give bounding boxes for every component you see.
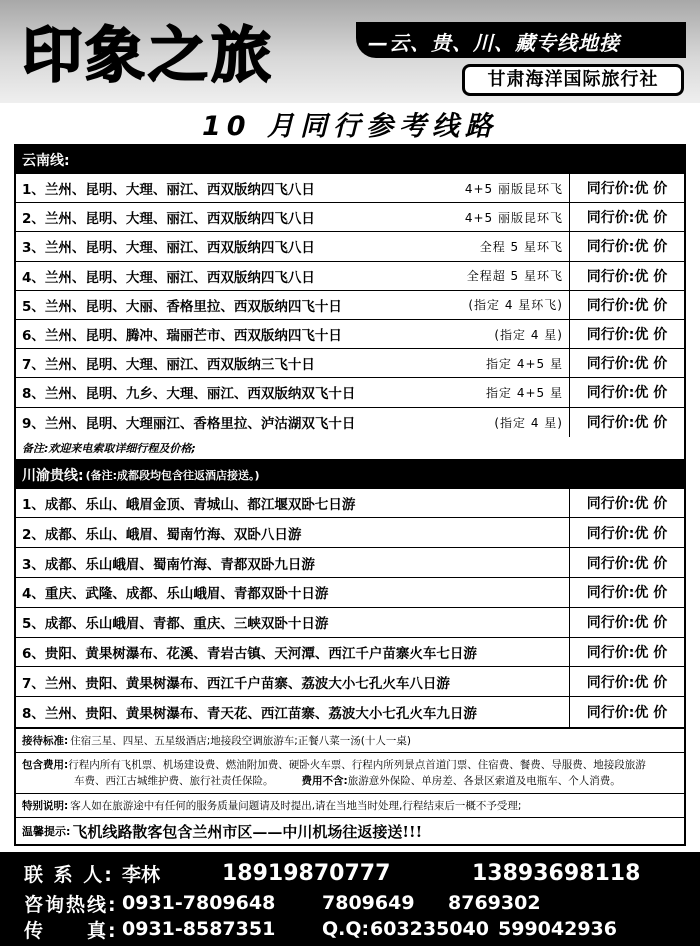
hotline-1: 0931-7809648: [122, 892, 276, 914]
table-row: [16, 232, 684, 261]
exclude-text: 旅游意外保险、单房差、各景区索道及电瓶车、个人消费。: [347, 775, 621, 788]
fax-qq-row: [24, 916, 617, 942]
special-text: 客人如在旅游途中有任何的服务质量问题请及时提出,请在当地当时处理,行程结束后一概不予受理;: [70, 800, 522, 813]
route-tag: 4+5 丽版昆环飞: [464, 181, 563, 196]
route-name: 3、成都、乐山峨眉、蜀南竹海、青都双卧九日游: [22, 556, 315, 573]
table-row: [16, 262, 684, 291]
brand-logo: 印象之旅: [22, 21, 274, 91]
qq-label: Q.Q:: [322, 918, 370, 940]
route-tag: 指定 4+5 星: [486, 356, 563, 371]
section-note: (备注:成都段均包含往返酒店接送。): [85, 468, 260, 482]
table-row: [16, 697, 684, 727]
route-list-chuanyugui: [16, 489, 684, 727]
route-price: 同行价:优 价: [586, 585, 668, 602]
route-name: 7、兰州、贵阳、黄果树瀑布、西江千户苗寨、荔波大小七孔火车八日游: [22, 675, 450, 692]
qq-1: 603235040: [370, 918, 489, 940]
contact-name: 李林: [122, 863, 161, 886]
route-name: 2、成都、乐山、峨眉、蜀南竹海、双卧八日游: [22, 526, 302, 543]
table-row: [16, 174, 684, 203]
route-name: 5、兰州、昆明、大丽、香格里拉、西双版纳四飞十日: [22, 298, 342, 315]
standard-label: 接待标准:: [22, 735, 69, 748]
route-name: 5、成都、乐山峨眉、青都、重庆、三峡双卧十日游: [22, 616, 329, 633]
route-list-yunnan: [16, 174, 684, 437]
route-tag: (指定 4 星环飞): [468, 298, 563, 313]
route-price: 同行价:优 价: [586, 645, 668, 662]
route-name: 6、贵阳、黄果树瀑布、花溪、青岩古镇、天河潭、西江千户苗寨火车七日游: [22, 646, 477, 663]
route-price: 同行价:优 价: [586, 268, 668, 285]
route-name: 4、兰州、昆明、大理、丽江、西双版纳四飞八日: [22, 269, 315, 286]
route-tag: 4+5 丽版昆环飞: [464, 210, 563, 225]
table-row: [16, 518, 684, 548]
table-row: [16, 203, 684, 232]
section-header-yunnan: [16, 146, 684, 174]
page-title: 10 月同行参考线路: [202, 111, 498, 142]
standard-row: [16, 729, 684, 753]
route-price: 同行价:优 价: [586, 555, 668, 572]
route-name: 2、兰州、昆明、大理、丽江、西双版纳四飞八日: [22, 211, 315, 228]
route-price: 同行价:优 价: [586, 239, 668, 256]
slogan-text: —云、贵、川、藏专线地接: [368, 31, 620, 55]
table-row: [16, 578, 684, 608]
hotline-2: 7809649: [322, 892, 415, 914]
header-banner: [0, 0, 700, 103]
table-row: [16, 408, 684, 437]
table-row: [16, 489, 684, 519]
table-row: [16, 608, 684, 638]
table-row: [16, 320, 684, 349]
section-footnote: 备注:欢迎来电索取详细行程及价格;: [16, 437, 684, 461]
route-price: 同行价:优 价: [586, 297, 668, 314]
agency-name: 甘肃海洋国际旅行社: [487, 69, 659, 90]
route-price: 同行价:优 价: [586, 615, 668, 632]
route-price: 同行价:优 价: [586, 181, 668, 198]
route-table: [14, 144, 686, 846]
table-row: [16, 291, 684, 320]
hotline-row: [24, 890, 541, 916]
route-name: 6、兰州、昆明、腾冲、瑞丽芒市、西双版纳四飞十日: [22, 328, 342, 345]
route-name: 4、重庆、武隆、成都、乐山峨眉、青都双卧十日游: [22, 586, 329, 603]
route-price: 同行价:优 价: [586, 525, 668, 542]
fees-row: [16, 753, 684, 794]
route-tag: 全程 5 星环飞: [479, 239, 563, 254]
route-tag: 全程超 5 星环飞: [466, 269, 563, 284]
standard-text: 住宿三星、四星、五星级酒店;地接段空调旅游车;正餐八菜一汤(十人一桌): [70, 735, 411, 748]
agency-badge: [462, 64, 684, 96]
route-name: 8、兰州、昆明、九乡、大理、丽江、西双版纳双飞十日: [22, 386, 356, 403]
special-label: 特别说明:: [22, 800, 69, 813]
route-tag: (指定 4 星): [494, 327, 563, 342]
route-tag: (指定 4 星): [494, 415, 563, 430]
fax-number: 0931-8587351: [122, 918, 276, 940]
include-text-1: 行程内所有飞机票、机场建设费、燃油附加费、硬卧火车票、行程内所列景点首道门票、住宿费、餐费、导服费、地接段旅游: [68, 759, 646, 772]
route-price: 同行价:优 价: [586, 705, 668, 722]
qq-2: 599042936: [498, 918, 617, 940]
route-price: 同行价:优 价: [586, 496, 668, 513]
include-label: 包含费用:: [22, 759, 69, 772]
route-tag: 指定 4+5 星: [486, 385, 563, 400]
include-text-2: 车费、西江古城维护费、旅行社责任保险。: [74, 775, 274, 788]
section-title: 云南线:: [22, 153, 70, 169]
tip-text: 飞机线路散客包含兰州市区——中川机场往返接送!!!: [72, 822, 423, 841]
hotline-label: 咨询热线:: [24, 893, 118, 916]
route-name: 1、成都、乐山、峨眉金顶、青城山、都江堰双卧七日游: [22, 497, 356, 514]
contact-phone-1: 18919870777: [222, 860, 391, 886]
route-name: 8、兰州、贵阳、黄果树瀑布、青天花、西江苗寨、荔波大小七孔火车九日游: [22, 706, 477, 723]
route-price: 同行价:优 价: [586, 674, 668, 691]
contact-label: 联 系 人:: [24, 863, 114, 886]
route-price: 同行价:优 价: [586, 415, 668, 432]
exclude-label: 费用不含:: [301, 775, 348, 788]
terms-block: [16, 727, 684, 844]
route-name: 9、兰州、昆明、大理丽江、香格里拉、泸沽湖双飞十日: [22, 416, 356, 433]
table-row: [16, 548, 684, 578]
route-price: 同行价:优 价: [586, 327, 668, 344]
tip-label: 温馨提示:: [22, 825, 71, 839]
table-row: [16, 638, 684, 668]
contact-row: [24, 860, 640, 886]
route-name: 7、兰州、昆明、大理、丽江、西双版纳三飞十日: [22, 357, 315, 374]
fax-label: 传 真:: [24, 919, 118, 942]
special-row: [16, 794, 684, 818]
route-price: 同行价:优 价: [586, 385, 668, 402]
contact-phone-2: 13893698118: [472, 860, 641, 886]
route-price: 同行价:优 价: [586, 210, 668, 227]
table-row: [16, 349, 684, 378]
hotline-3: 8769302: [448, 892, 541, 914]
route-price: 同行价:优 价: [586, 356, 668, 373]
table-row: [16, 378, 684, 407]
tip-row: [16, 818, 684, 844]
contact-footer: [0, 852, 700, 946]
table-row: [16, 667, 684, 697]
route-name: 1、兰州、昆明、大理、丽江、西双版纳四飞八日: [22, 182, 315, 199]
section-title: 川渝贵线:: [22, 467, 84, 484]
section-header-chuanyugui: [16, 461, 684, 489]
route-name: 3、兰州、昆明、大理、丽江、西双版纳四飞八日: [22, 240, 315, 257]
